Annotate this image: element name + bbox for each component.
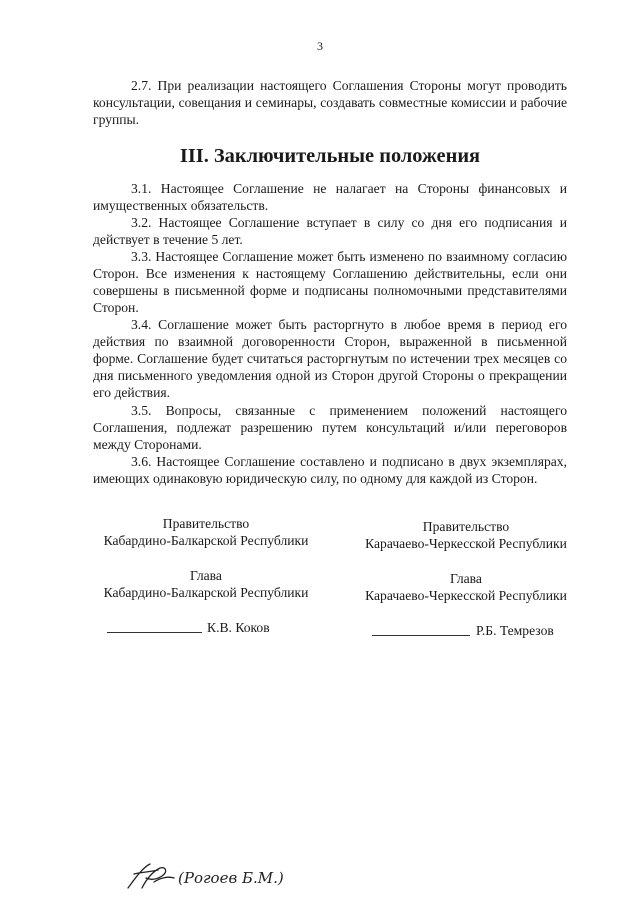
left-org-line2: Кабардино-Балкарской Республики <box>103 533 309 548</box>
left-signatory-name: К.В. Коков <box>207 620 270 635</box>
left-org-line1: Правительство <box>162 516 250 531</box>
right-title-line2: Карачаево-Черкесской Республики <box>365 588 567 603</box>
right-signatory-title <box>325 570 607 604</box>
left-party-org <box>85 515 327 549</box>
clause-2-7: 2.7. При реализации настоящего Соглашения Стороны могут проводить консультации, совещания и семинары, создавать совместные комиссии и рабочие группы. <box>93 78 567 127</box>
clause-3-6: 3.6. Настоящее Соглашение составлено и подписано в двух экземплярах, имеющих одинаковую юридическую силу, по одному для каждой из Сторон. <box>93 454 567 486</box>
clause-3-3: 3.3. Настоящее Соглашение может быть изменено по взаимному согласию Сторон. Все изменения к настоящему Соглашению действительны, если они совершены в письменной форме и подписаны полномочными представителями Сторон. <box>93 249 567 315</box>
clause-3-4: 3.4. Соглашение может быть расторгнуто в любое время в период его действия по взаимной договоренности Сторон, выраженной в письменной форме. Соглашение будет считаться расторгнутым по истечении трех месяцев со дня письменного уведомления одной из Сторон другой Стороны о прекращении его действия. <box>93 317 567 400</box>
clause-3-1: 3.1. Настоящее Соглашение не налагает на Стороны финансовых и имущественных обязательств. <box>93 181 567 213</box>
handwritten-initial-signature <box>120 858 320 898</box>
page-number: 3 <box>317 39 323 53</box>
right-party-org <box>325 518 607 552</box>
right-signatory-name: Р.Б. Темрезов <box>476 623 554 638</box>
right-org-line2: Карачаево-Черкесской Республики <box>365 536 567 551</box>
right-title-line1: Глава <box>450 571 482 586</box>
handwritten-note: (Рогоев Б.М.) <box>178 869 284 887</box>
section-3-heading: III. Заключительные положения <box>179 145 481 167</box>
left-signature-line <box>107 632 202 633</box>
right-org-line1: Правительство <box>422 519 510 534</box>
clause-3-5: 3.5. Вопросы, связанные с применением положений настоящего Соглашения, подлежат разрешению путем консультаций и/или переговоров между Сторонами. <box>93 403 567 452</box>
left-title-line2: Кабардино-Балкарской Республики <box>103 585 309 600</box>
left-signatory-title <box>85 567 327 601</box>
right-signature-line <box>372 635 470 636</box>
clause-3-2: 3.2. Настоящее Соглашение вступает в силу со дня его подписания и действует в течение 5 лет. <box>93 215 567 247</box>
left-title-line1: Глава <box>190 568 222 583</box>
